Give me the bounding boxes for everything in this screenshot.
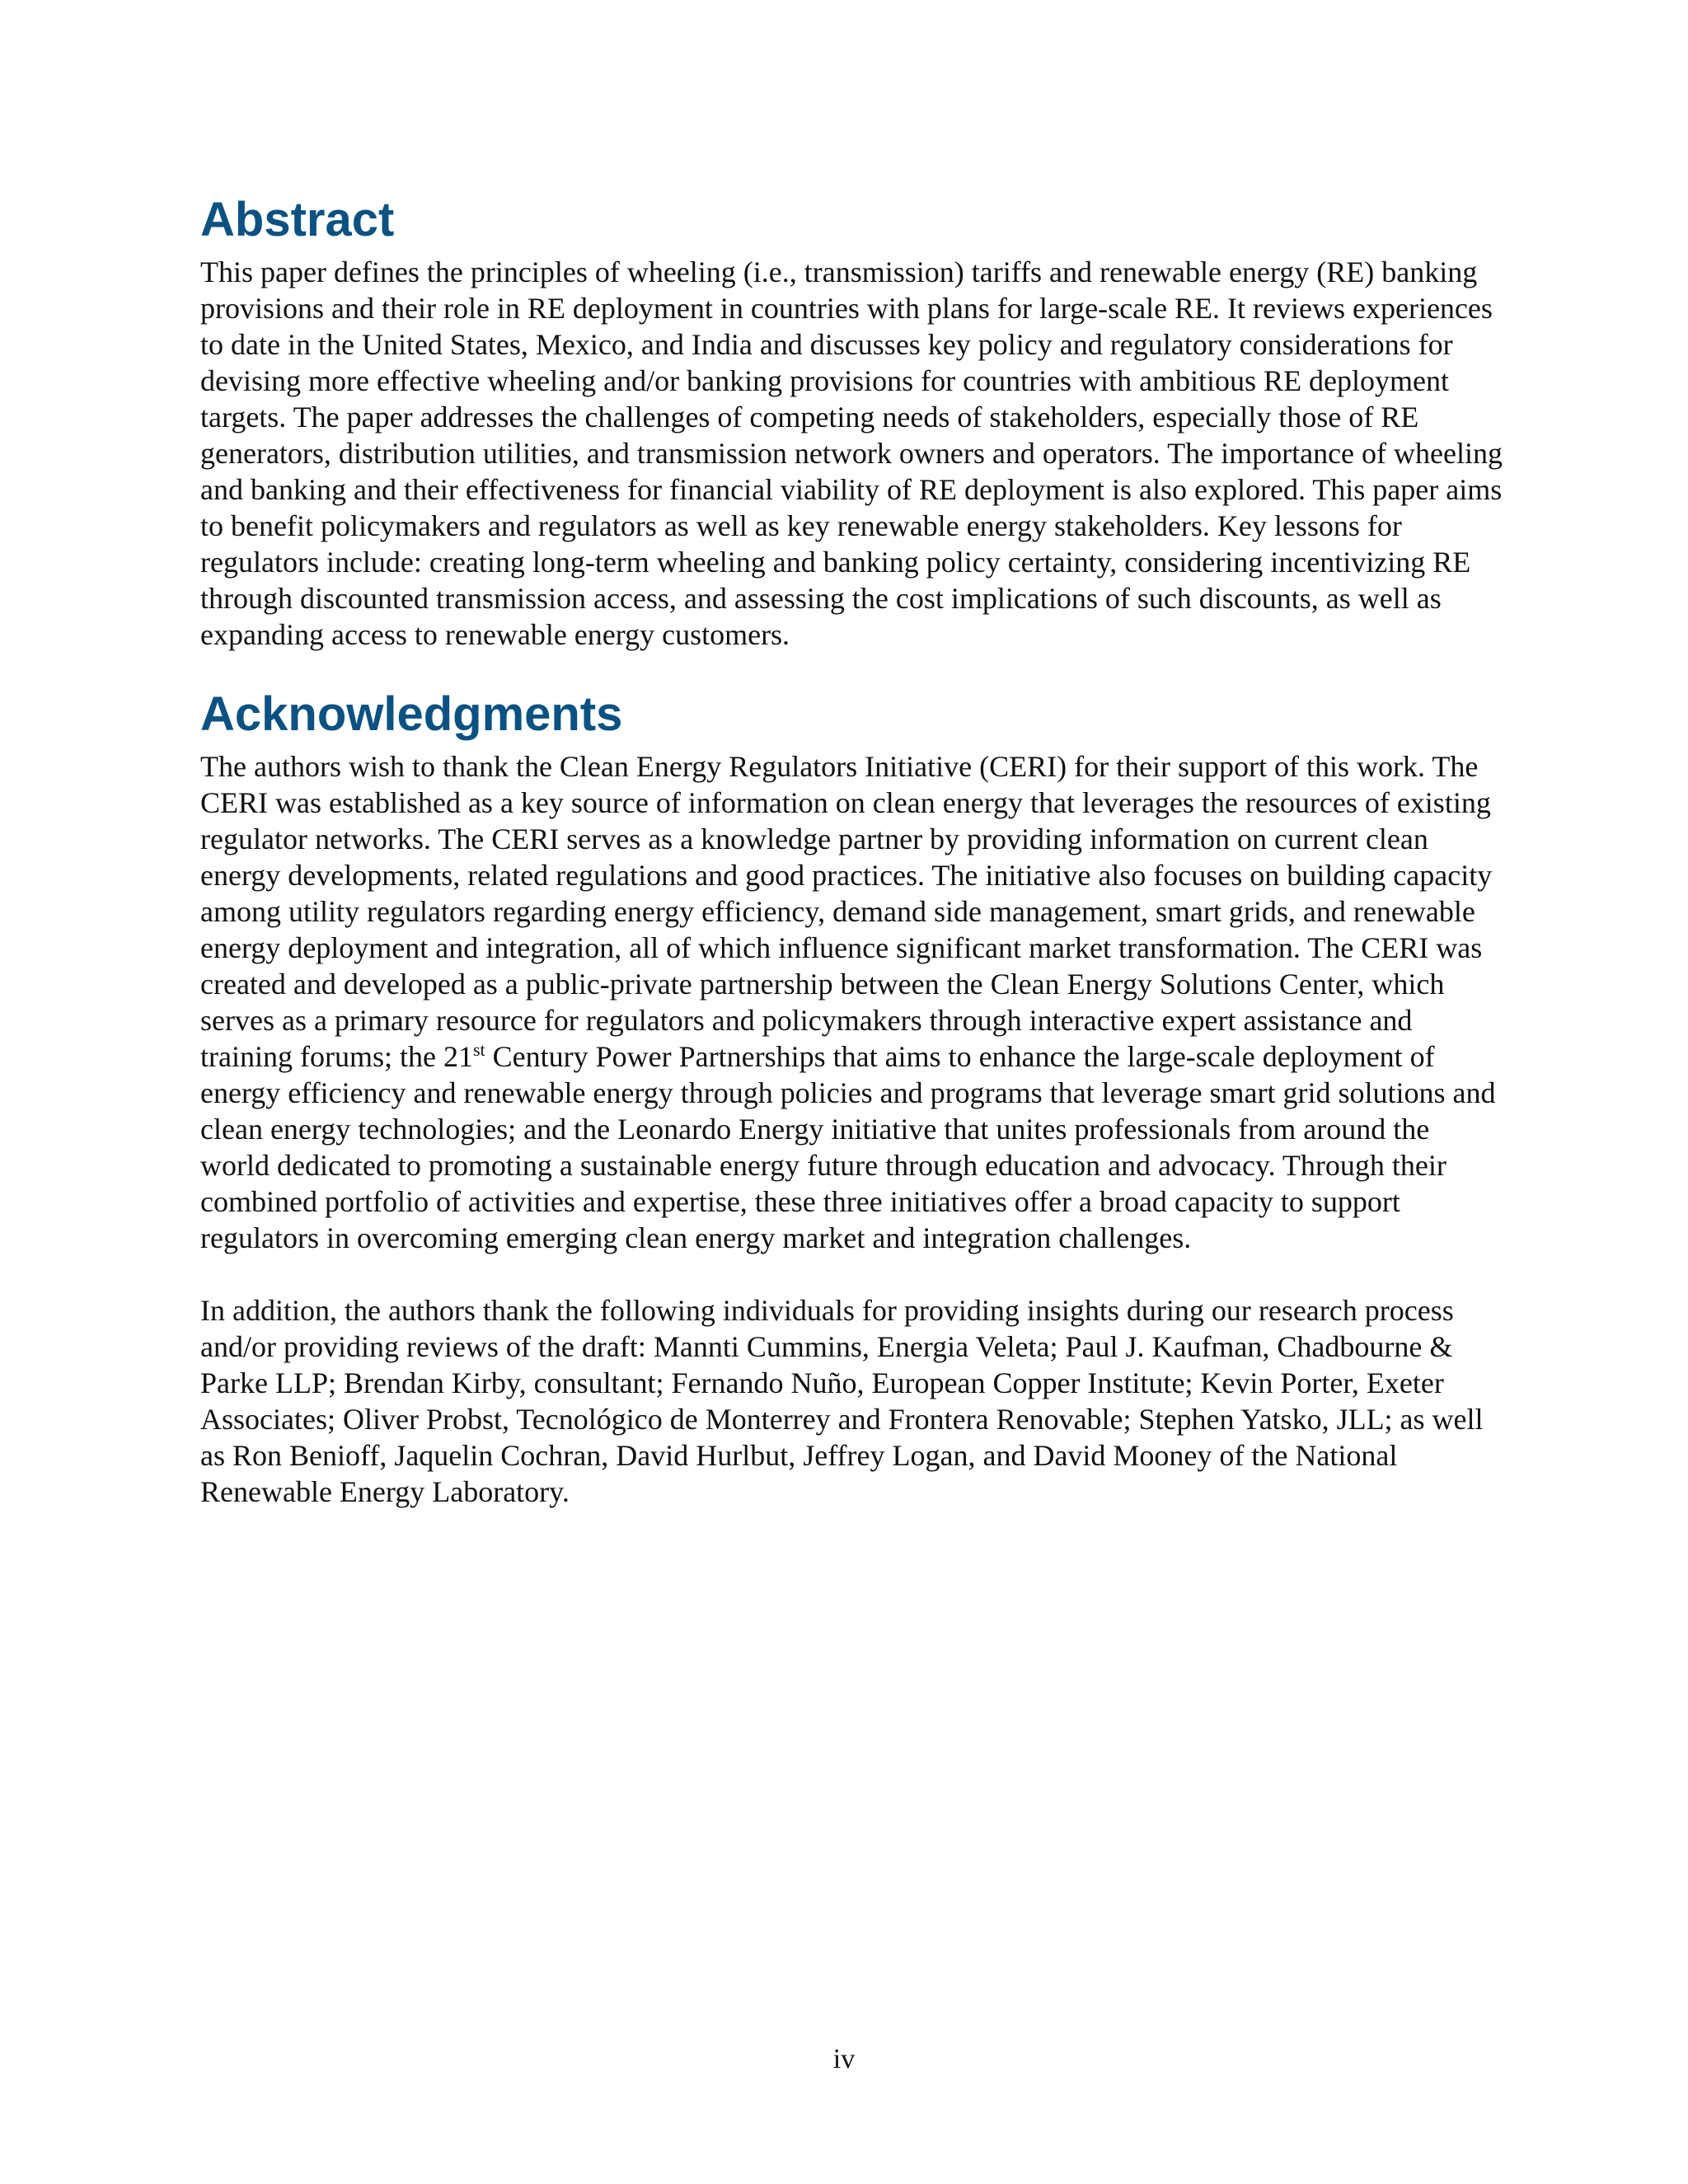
acknowledgments-paragraph-1-part-2: Century Power Partnerships that aims to enhance the large-scale deployment of energy efficiency and renewable energy through policies and programs that leverage smart grid solutions and clean energy technologies; and the Leonardo Energy initiative that unites professionals from around the world dedicated to promoting a sustainable energy future through education and advocacy. Through their combined portfolio of activities and expertise, these three initiatives offer a broad capacity to support regulators in overcoming emerging clean energy market and integration challenges. [200,1040,1496,1254]
document-page [200,193,1503,1510]
abstract-section [200,193,1503,653]
page-number: iv [832,2044,856,2074]
acknowledgments-heading: Acknowledgments [200,687,623,741]
ordinal-suffix: st [472,1039,485,1060]
acknowledgments-paragraph-2: In addition, the authors thank the following individuals for providing insights during our research process and/or providing reviews of the draft: Mannti Cummins, Energia Veleta; Paul J. Kaufman, Chadbourne & Parke LLP; Brendan Kirby, consultant; Fernando Nuño, European Copper Institute; Kevin Porter, Exeter Associates; Oliver Probst, Tecnológico de Monterrey and Frontera Renovable; Stephen Yatsko, JLL; as well as Ron Benioff, Jaquelin Cochran, David Hurlbut, Jeffrey Logan, and David Mooney of the National Renewable Energy Laboratory. [200,1294,1484,1508]
abstract-paragraph: This paper defines the principles of wheeling (i.e., transmission) tariffs and renewable energy (RE) banking provisions and their role in RE deployment in countries with plans for large-scale RE. It reviews experiences to date in the United States, Mexico, and India and discusses key policy and regulatory considerations for devising more effective wheeling and/or banking provisions for countries with ambitious RE deployment targets. The paper addresses the challenges of competing needs of stakeholders, especially those of RE generators, distribution utilities, and transmission network owners and operators. The importance of wheeling and banking and their effectiveness for financial viability of RE deployment is also explored. This paper aims to benefit policymakers and regulators as well as key renewable energy stakeholders. Key lessons for regulators include: creating long-term wheeling and banking policy certainty, considering incentivizing RE through discounted transmission access, and assessing the cost implications of such discounts, as well as expanding access to renewable energy customers. [200,255,1503,651]
acknowledgments-paragraph-1 [200,748,1503,1256]
abstract-heading: Abstract [200,193,395,246]
acknowledgments-section [200,687,1503,1510]
acknowledgments-paragraph-1-part-1: The authors wish to thank the Clean Energy Regulators Initiative (CERI) for their support of this work. The CERI was established as a key source of information on clean energy that leverages the resources of existing regulator networks. The CERI serves as a knowledge partner by providing information on current clean energy developments, related regulations and good practices. The initiative also focuses on building capacity among utility regulators regarding energy efficiency, demand side management, smart grids, and renewable energy deployment and integration, all of which influence significant market transformation. The CERI was created and developed as a public-private partnership between the Clean Energy Solutions Center, which serves as a primary resource for regulators and policymakers through interactive expert assistance and training forums; the 21 [200,750,1493,1073]
